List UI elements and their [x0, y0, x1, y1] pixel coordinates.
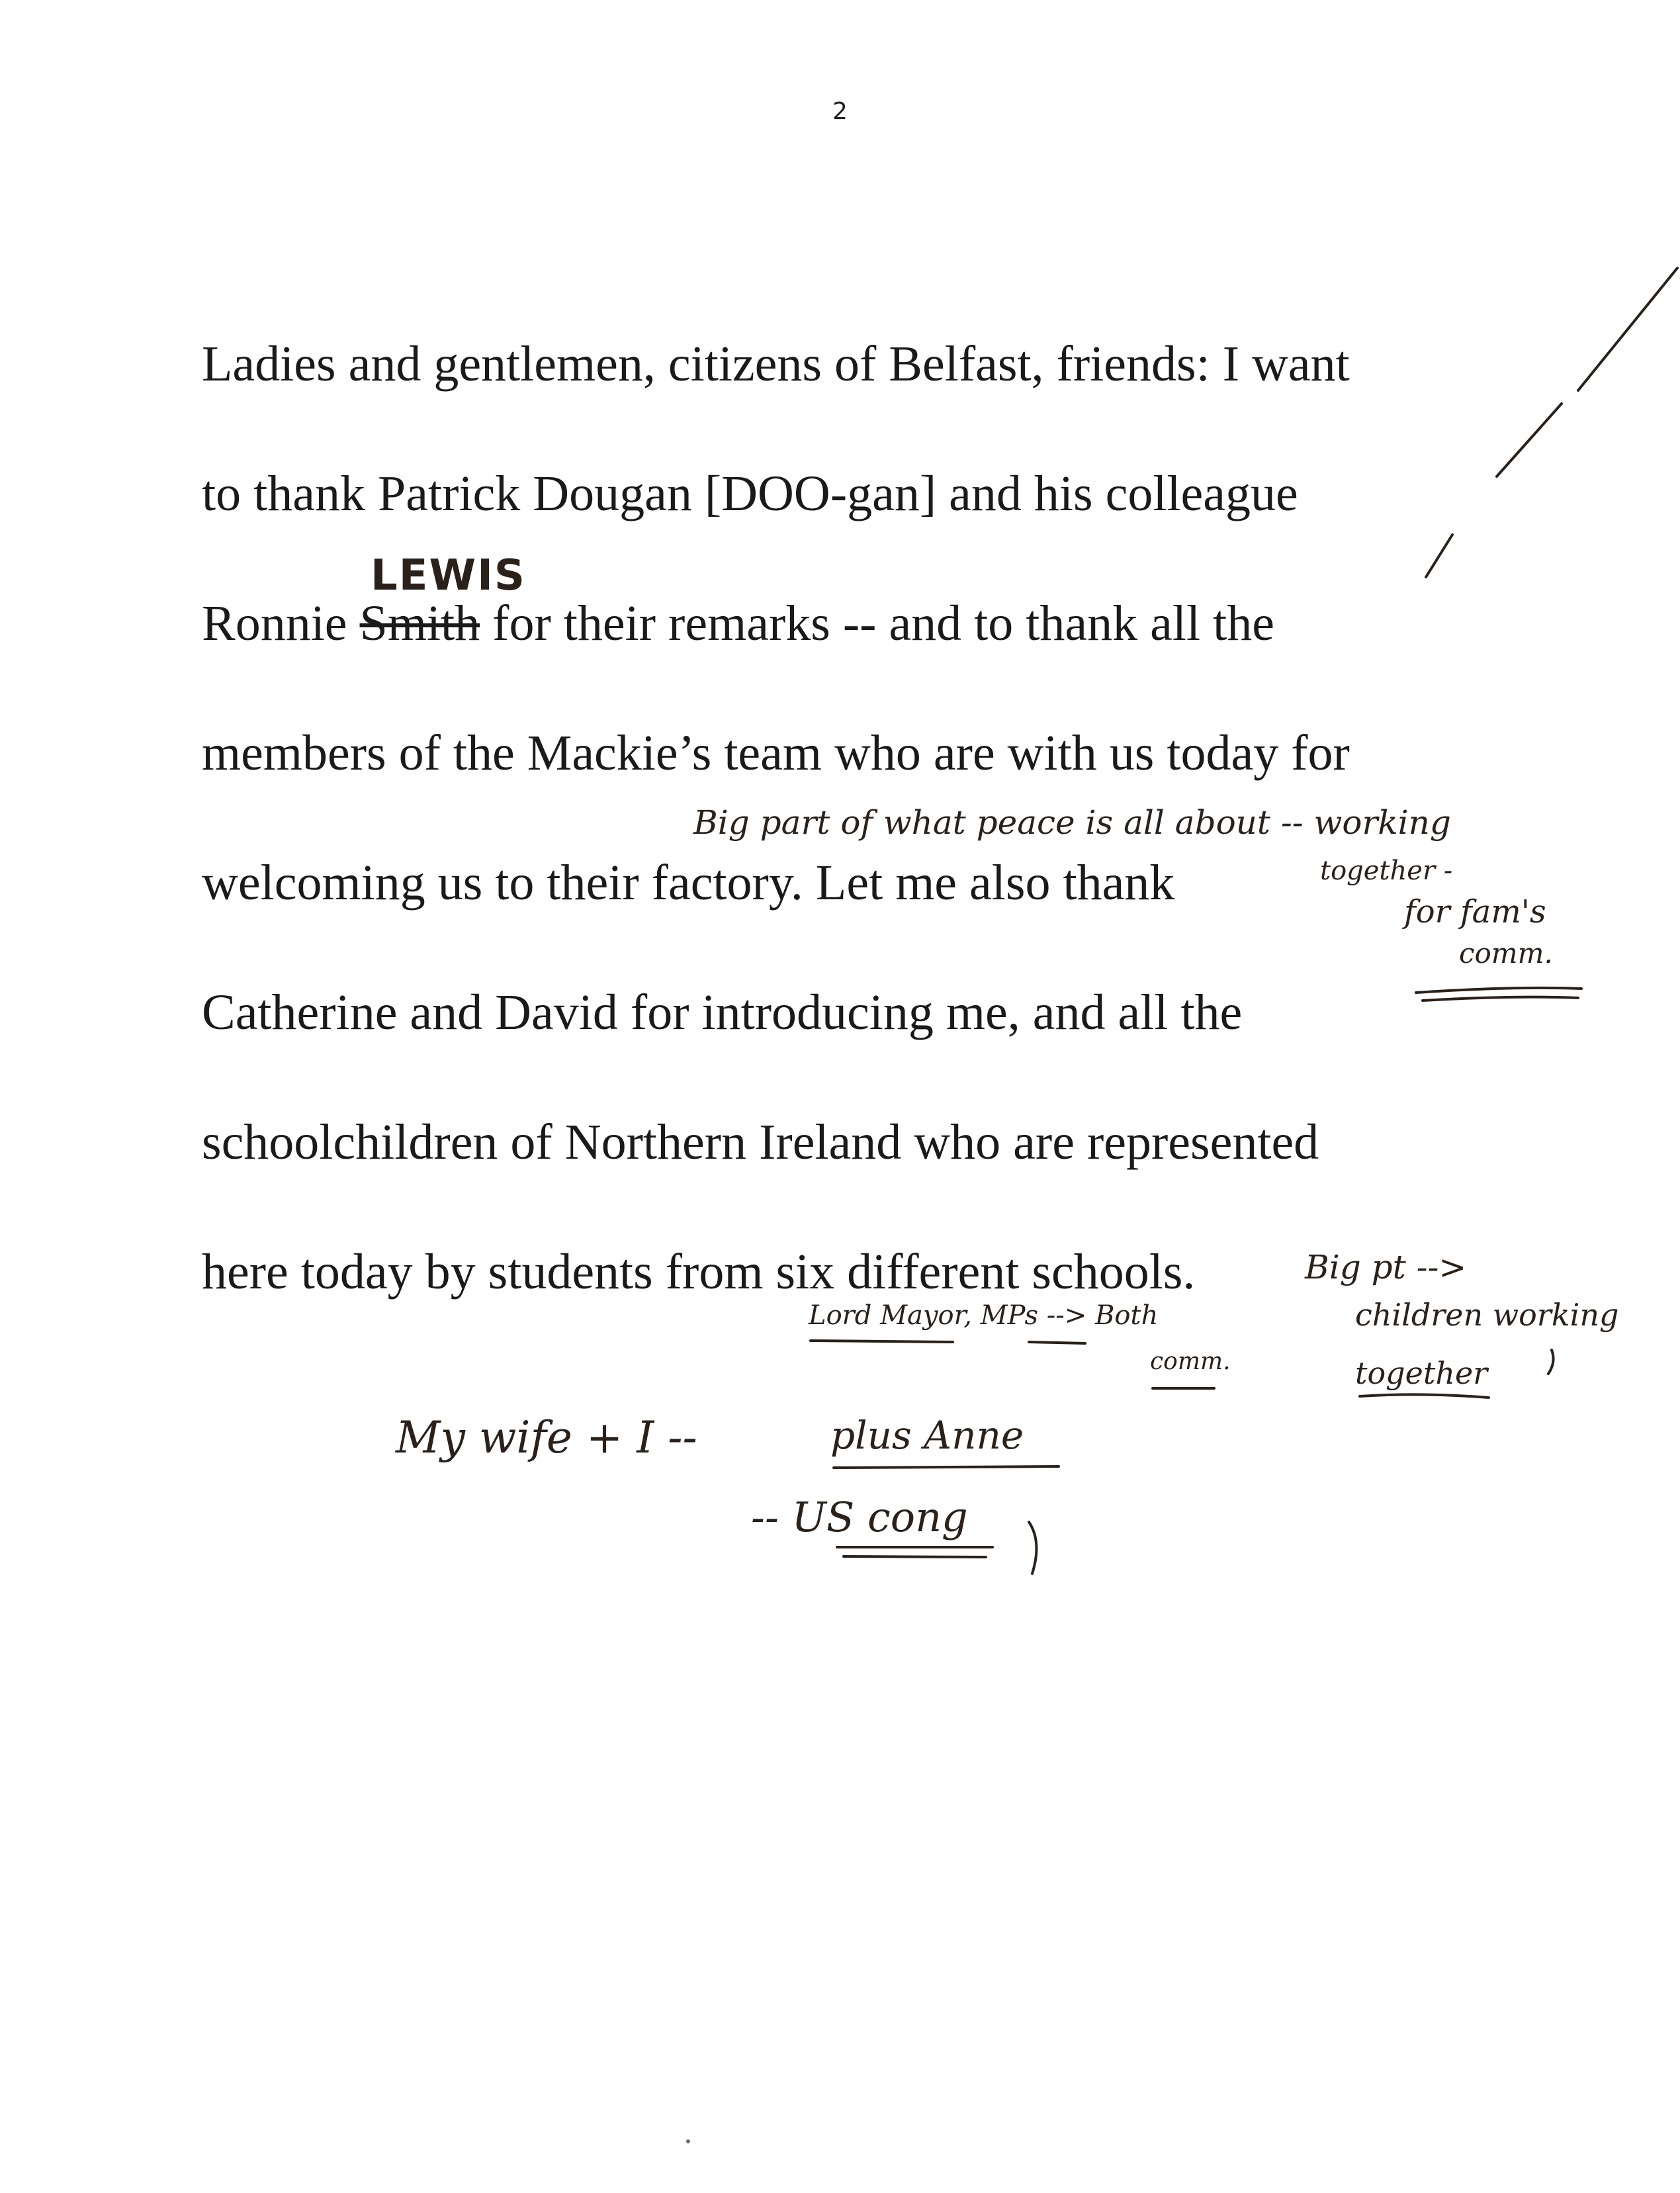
margin-slash-mark [1578, 268, 1677, 390]
stray-dot [686, 2139, 690, 2143]
speech-line-start: Ronnie [202, 596, 360, 651]
handwritten-correction: LEWIS [371, 551, 526, 600]
tail-mark [1029, 1522, 1036, 1574]
underline-mark [1423, 997, 1578, 1001]
margin-slash-mark [1497, 404, 1562, 476]
underline-mark [1360, 1394, 1489, 1398]
underline-mark [811, 1341, 953, 1342]
speech-line: Catherine and David for introducing me, and all the [202, 985, 1243, 1040]
handwritten-note-line: My wife + I -- [396, 1412, 697, 1463]
underline-mark [834, 1466, 1059, 1468]
handwritten-note-line: together [1355, 1355, 1488, 1391]
underline-mark [1029, 1342, 1085, 1343]
handwritten-note-line: Lord Mayor, MPs --> Both [809, 1300, 1159, 1331]
handwritten-note-line: children working [1355, 1297, 1619, 1333]
bracket-mark [1548, 1350, 1554, 1374]
page-number: 2 [832, 98, 848, 125]
handwritten-note-line: plus Anne [830, 1413, 1024, 1458]
speech-line: members of the Mackie’s team who are with us today for [202, 725, 1350, 781]
handwritten-note-line: comm. [1150, 1348, 1231, 1375]
handwritten-note-line: together - [1320, 856, 1453, 886]
underline-mark [844, 1556, 986, 1557]
speech-line [202, 598, 1274, 649]
handwritten-note-line: Big pt --> [1305, 1248, 1467, 1286]
handwritten-note-line: Big part of what peace is all about -- working [693, 803, 1451, 842]
struck-name: Smith [359, 596, 480, 651]
handwritten-note-line: -- US cong [751, 1493, 968, 1541]
handwritten-note-line: for fam's [1404, 893, 1546, 930]
speech-line: welcoming us to their factory. Let me also thank [202, 855, 1175, 911]
speech-line-rest: for their remarks -- and to thank all the [480, 596, 1274, 651]
underline-mark [1416, 988, 1581, 993]
speech-line: here today by students from six different schools. [202, 1244, 1196, 1300]
handwritten-note-line: comm. [1459, 937, 1553, 969]
speech-line: Ladies and gentlemen, citizens of Belfast, friends: I want [202, 336, 1350, 392]
margin-slash-mark [1426, 535, 1452, 577]
speech-line: schoolchildren of Northern Ireland who are represented [202, 1114, 1319, 1170]
speech-line: to thank Patrick Dougan [DOO-gan] and his colleague [202, 466, 1298, 521]
